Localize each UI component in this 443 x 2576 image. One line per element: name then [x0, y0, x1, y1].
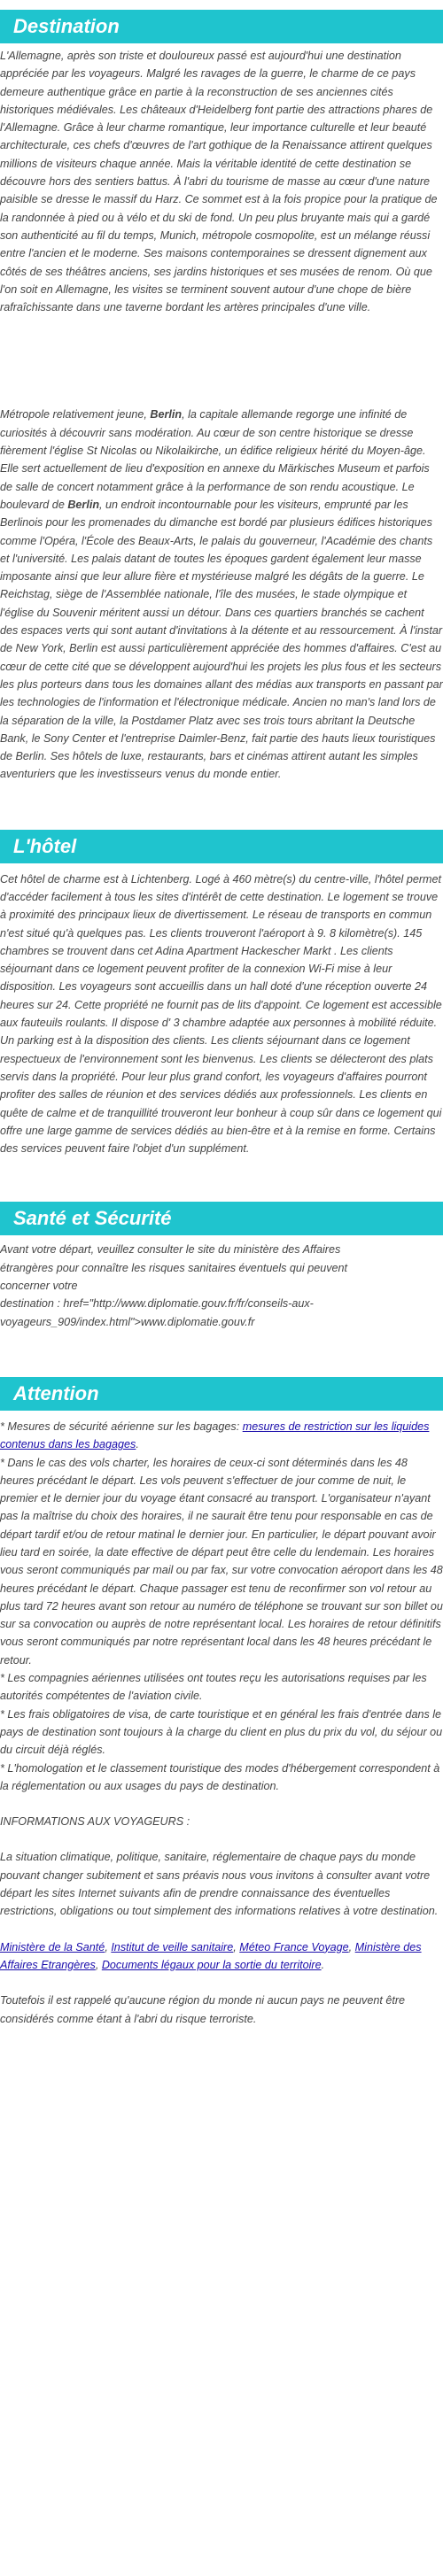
para2-part-e: , un endroit incontournable pour les visiteurs, emprunté par les Berlinois pour les promenades du dimanche est bordé par plusieurs édifices historiques comme l'Opéra, l'École des Beaux-Arts, le palais du gouverneur, l'Académie des chants et l'université. Les palais datant de toutes les époques gardent également leur masse imposante ainsi que leur allure fière et mystérieuse malgré les dégâts de la guerre. Le Reichstag, siège de l'Assemblée nationale, l'île des musées, le stade olympique et l'église du Souvenir méritent aussi un détour. Dans ces quartiers branchés se cachent des espaces verts qui sont autant d'invitations à la détente et au ressourcement. À l'instar de New York, Berlin est aussi particulièrement appréciée des hommes d'affaires. C'est au cœur de cette cité que se développent aujourd'hui les projets les plus fous et les secteurs les plus porteurs dans tous les domaines allant des médias aux transports en passant par les technologies de l'information et l'électronique médicale. Ancien no man's land lors de la séparation de la ville, la Postdamer Platz avec ses trois tours abritant la Deutsche Bank, le Sony Center et l'entreprise Daimler-Benz, fait partie des hauts lieux touristiques de Berlin. Ses hôtels de luxe, restaurants, bars et cinémas attirent autant les simples aventuriers que les investisseurs venus du monde entier. [0, 498, 443, 781]
berlin-bold-2: Berlin [67, 498, 100, 511]
berlin-bold-1: Berlin [150, 408, 183, 422]
bullet-charter: * Dans le cas des vols charter, les horaires de ceux-ci sont déterminés dans les 48 heures précédant le départ. Les vols peuvent s'effectuer de jour comme de nuit, le premier et le dernier jour du voyage étant consacré au transport. L'organisateur n'ayant pas la maîtrise du choix des horaires, il ne saurait être tenu pour responsable en cas de départ tardif et/ou de retour matinal le dernier jour. En particulier, le départ pouvant avoir lieu tard en soirée, la date effective de départ peut être celle du lendemain. Les horaires vous seront communiqués par mail ou par fax, sur votre convocation aéroport dans les 48 heures précédant le départ. Chaque passager est tenu de reconfirmer son vol retour au plus tard 72 heures avant son retour au numéro de téléphone se trouvant sur son billet ou sur sa convocation ou auprès de notre représentant local. Les horaires de retour définitifs vous seront communiqués par notre représentant local dans les 48 heures précédant le retour. [0, 1456, 443, 1667]
liquids-restriction-link[interactable]: mesures de restriction sur les liquides contenus dans les bagages [0, 1420, 430, 1451]
attention-section [0, 1331, 443, 2028]
health-section [0, 1157, 443, 1330]
hotel-paragraph: Cet hôtel de charme est à Lichtenberg. Logé à 460 mètre(s) du centre-ville, l'hôtel permet d'accéder facilement à tous les sites d'intérêt de cette destination. Le logement se trouve à proximité des principaux lieux de divertissement. Le réseau de transports en commun n'est situé qu'à quelques pas. Les clients trouveront l'aéroport à 9. 8 kilomètre(s). 145 chambres se trouvent dans cet Adina Apartment Hackescher Markt . Les clients séjournant dans ce logement peuvent profiter de la connexion Wi-Fi mise à leur disposition. Les voyageurs sont accueillis dans un hall doté d'une réception ouverte 24 heures sur 24. Cette propriété ne fournit pas de lits d'appoint. Ce logement est accessible aux fauteuils roulants. Il dispose d' 3 chambre adaptée aux personnes à mobilité réduite. Un parking est à la disposition des clients. Les clients séjournant dans ce logement respectueux de l'environnement sont les bienvenus. Les clients se délecteront des plats servis dans la propriété. Pour leur plus grand confort, les voyageurs d'affaires pourront profiter des salles de réunion et des services dédiés aux professionnels. Les clients en quête de calme et de tranquillité trouveront leur bonheur à coup sûr dans ce logement qui offre une large gamme de services dédiés au bien-être et à la remise en forme. Certains des services peuvent faire l'objet d'un supplément. [0, 872, 442, 1156]
destination-title: Destination [0, 10, 443, 43]
bullet-baggage-text: * Mesures de sécurité aérienne sur les bagages: [0, 1420, 243, 1433]
terrorism-note: Toutefois il est rappelé qu'aucune région du monde ni aucun pays ne peuvent être considérés comme étant à l'abri du risque terroriste. [0, 1994, 406, 2025]
destination-section [0, 0, 443, 784]
health-title: Santé et Sécurité [0, 1202, 443, 1235]
health-paragraph [0, 1241, 381, 1330]
bullet-airlines: * Les compagnies aériennes utilisées ont toutes reçu les autorisations requises par les autorités compétentes de l'aviation civile. [0, 1672, 427, 1703]
health-line-1: Avant votre départ, veuillez consulter le site du ministère des Affaires étrangères pour connaître les risques sanitaires éventuels qui peuvent concerner votre [0, 1243, 348, 1293]
link-meteo-france[interactable]: Méteo France Voyage [239, 1940, 349, 1953]
destination-paragraph-1: L'Allemagne, après son triste et douloureux passé est aujourd'hui une destination appréciée par les voyageurs. Malgré les ravages de la guerre, le charme de ce pays demeure authentique grâce en partie à la reconstruction de ses anciennes cités historiques médiévales. Les châteaux d'Heidelberg font partie des attractions phares de l'Allemagne. Grâce à leur charme romantique, leur importance culturelle et leur beauté architecturale, ces chefs d'œuvres de l'art gothique de la Renaissance attirent quelques millions de visiteurs chaque année. Mais la véritable identité de cette destination se découvre hors des sentiers battus. À l'abri du tourisme de masse au cœur d'une nature paisible se dresse le massif du Harz. Ce sommet est à la fois propice pour la pratique de la randonnée à pied ou à vélo et du ski de fond. Un peu plus bruyante mais qui a gardé son authenticité au fil du temps, Munich, métropole cosmopolite, est un mélange réussi entre l'ancien et le moderne. Ses maisons contemporaines se dressent dignement aux côtés de ses théâtres anciens, ses jardins historiques et ses musées de renom. Où que l'on soit en Allemagne, les visites se terminent souvent autour d'une chope de bière rafraîchissante dans une taverne bordant les artères principales d'une ville. [0, 50, 438, 314]
attention-title: Attention [0, 1377, 443, 1411]
bullet-baggage-end: . [136, 1438, 139, 1451]
bullet-visa: * Les frais obligatoires de visa, de carte touristique et en général les frais d'entrée dans le pays de destination sont toujours à la charge du client en plus du prix du vol, du séjour ou du circuit déjà réglés. [0, 1707, 443, 1757]
info-paragraph: La situation climatique, politique, sanitaire, réglementaire de chaque pays du monde pouvant changer subitement et sans préavis nous vous invitons à consulter avant votre départ les sites Internet suivants afin de prendre connaissance des éventuelles restrictions, obligations ou tout simplement des informations relatives à votre destination. [0, 1851, 439, 1918]
para2-part-a: Métropole relativement jeune, [0, 408, 151, 422]
para2-part-c: , la capitale allemande regorge une infinité de curiosités à découvrir sans modération. Au cœur de son centre historique se dresse fièrement l'église St Nicolas ou Nikolaikirche, un édifice religieux hérité du Moyen-âge. Elle sert actuellement de lieu d'exposition en annexe du Märkisches Museum et parfois de salle de concert notamment grâce à la performance de son rendu acoustique. Le boulevard de [0, 408, 430, 511]
health-line-2: destination : href="http://www.diplomatie.gouv.fr/fr/conseils-aux-voyageurs_909/index.html">www.diplomatie.gouv.fr [0, 1297, 314, 1328]
official-links: Ministère de la Santé, Institut de veille sanitaire, Méteo France Voyage, Ministère des Affaires Etrangères, Documents légaux pour la sortie du territoire. [0, 1940, 422, 1971]
hotel-section [0, 784, 443, 1158]
bullet-baggage [0, 1418, 443, 1454]
info-heading: INFORMATIONS AUX VOYAGEURS : [0, 1815, 190, 1829]
destination-paragraph-2 [0, 406, 443, 783]
link-legal-documents[interactable]: Documents légaux pour la sortie du territoire [101, 1958, 322, 1971]
link-foreign-affairs[interactable]: Ministère des Affaires Etrangères [0, 1940, 422, 1971]
link-health-ministry[interactable]: Ministère de la Santé [0, 1940, 105, 1953]
hotel-title: L'hôtel [0, 830, 443, 863]
link-health-institute[interactable]: Institut de veille sanitaire [111, 1940, 234, 1953]
bullet-lodging: * L'homologation et le classement touristique des modes d'hébergement correspondent à la réglementation ou aux usages du pays de destination. [0, 1761, 440, 1792]
